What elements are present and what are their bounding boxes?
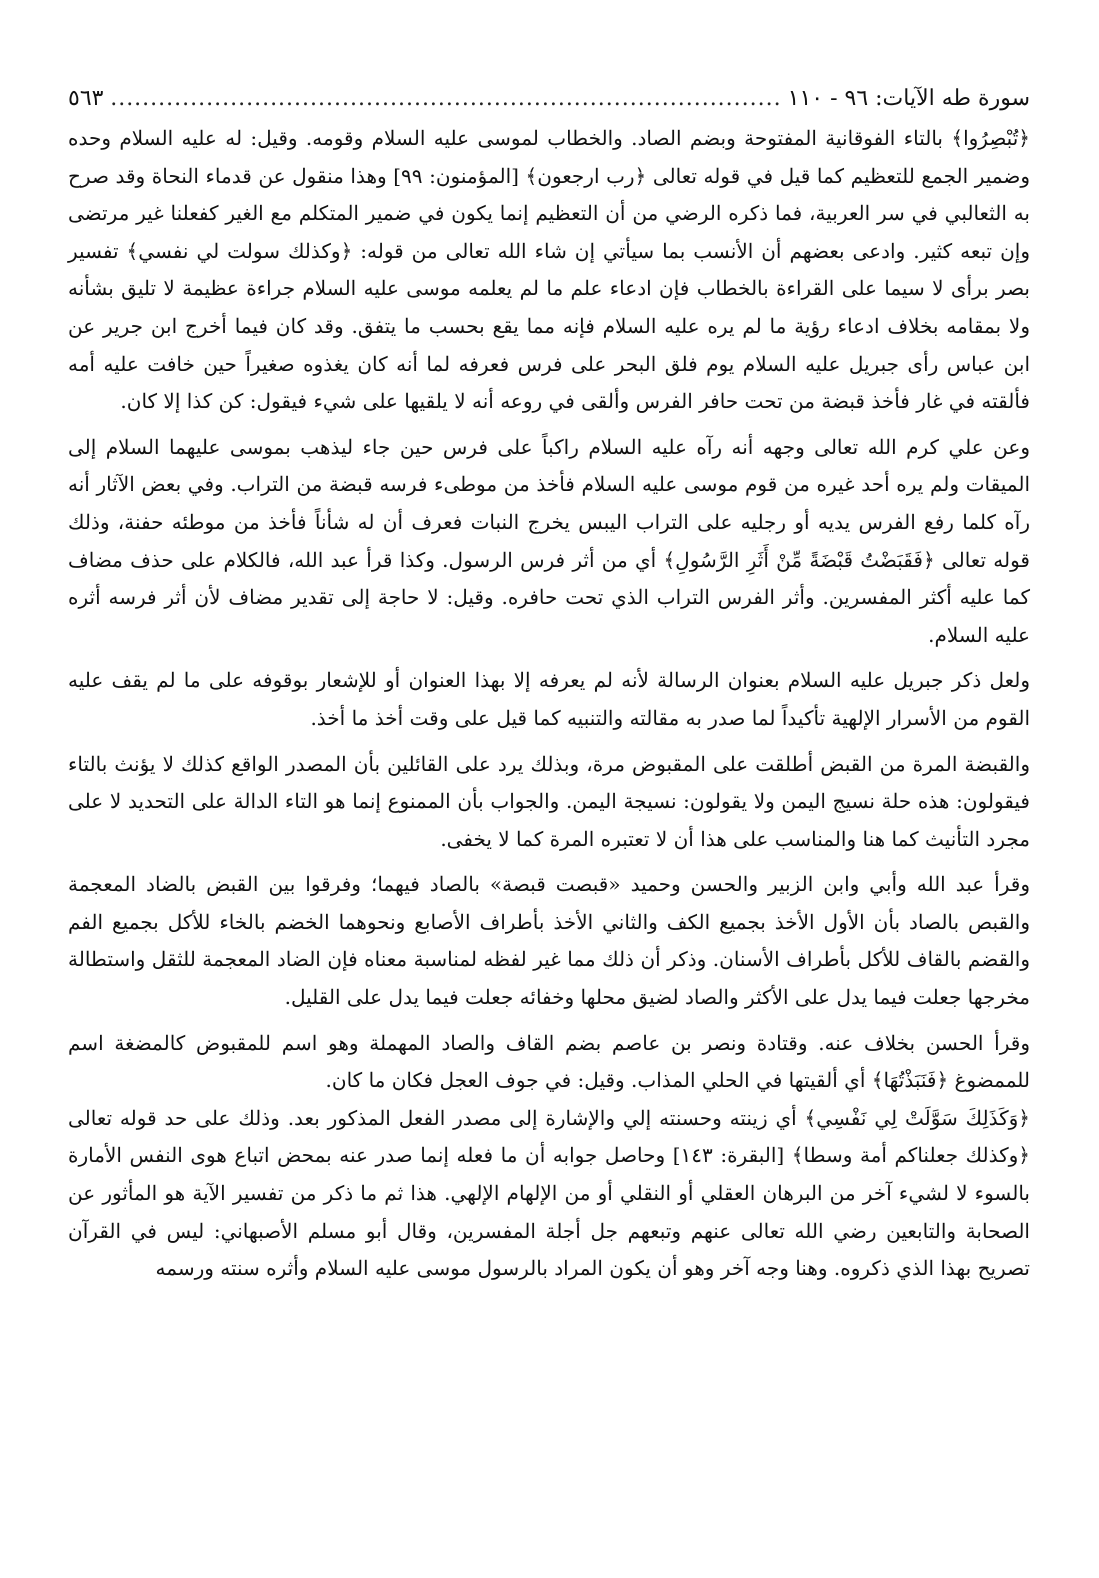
paragraph: وقرأ عبد الله وأبي وابن الزبير والحسن وحميد «قبصت قبصة» بالصاد فيهما؛ وفرقوا بين القبض بالضاد المعجمة والقبص بالصاد بأن الأول الأخذ بجميع الكف والثاني الأخذ بأطراف الأصابع ونحوهما الخضم بالخاء للأكل بجميع الفم والقضم بالقاف للأكل بأطراف الأسنان. وذكر أن ذلك مما غير لفظه لمناسبة معناه فإن الضاد المعجمة للثقل واستطالة مخرجها جعلت فيما يدل على الأكثر والصاد لضيق محلها وخفائه جعلت فيما يدل على القليل. xyxy=(68,872,1030,1010)
running-header xyxy=(68,84,1030,114)
surah-title: سورة طه الآيات: ٩٦ - ١١٠ xyxy=(787,86,1030,111)
page xyxy=(68,84,1030,1288)
paragraph: ﴿تُبْصِرُوا﴾ بالتاء الفوقانية المفتوحة وبضم الصاد. والخطاب لموسى عليه السلام وقومه. وقيل: له عليه السلام وحده وضمير الجمع للتعظيم كما قيل في قوله تعالى ﴿رب ارجعون﴾ [المؤمنون: ٩٩] وهذا منقول عن قدماء النحاة وقد صرح به الثعالبي في سر العربية، فما ذكره الرضي من أن التعظيم إنما يكون في ضمير المتكلم مع الغير كفعلنا غير مرتضى وإن تبعه كثير. وادعى بعضهم أن الأنسب بما سيأتي إن شاء الله تعالى من قوله: ﴿وكذلك سولت لي نفسي﴾ تفسير بصر برأى لا سيما على القراءة بالخطاب فإن ادعاء علم ما لم يعلمه موسى عليه السلام جراءة عظيمة لا تليق بشأنه ولا بمقامه بخلاف ادعاء رؤية ما لم يره عليه السلام فإنه مما يقع بحسب ما يتفق. وقد كان فيما أخرج ابن جرير عن ابن عباس رأى جبريل عليه السلام يوم فلق البحر على فرس فعرفه لما أنه كان يغذوه صغيراً حين خافت عليه أمه فألقته في غار فأخذ قبضة من تحت حافر الفرس وألقى في روعه أنه لا يلقيها على شيء فيقول: كن كذا إلا كان. xyxy=(68,126,1030,414)
paragraph: وقرأ الحسن بخلاف عنه. وقتادة ونصر بن عاصم بضم القاف والصاد المهملة وهو اسم للمقبوض كالمضغة اسم للممضوغ ﴿فَنَبَذْتُهَا﴾ أي ألقيتها في الحلي المذاب. وقيل: في جوف العجل فكان ما كان. xyxy=(68,1030,1030,1093)
paragraph: ولعل ذكر جبريل عليه السلام بعنوان الرسالة لأنه لم يعرفه إلا بهذا العنوان أو للإشعار بوقوفه على ما لم يقف عليه القوم من الأسرار الإلهية تأكيداً لما صدر به مقالته والتنبيه كما قيل على وقت أخذ ما أخذ. xyxy=(68,668,1030,730)
paragraph: وعن علي كرم الله تعالى وجهه أنه رآه عليه السلام راكباً على فرس حين جاء ليذهب بموسى عليهما السلام إلى الميقات ولم يره أحد غيره من قوم موسى عليه السلام فأخذ من موطىء فرسه قبضة من التراب. وفي بعض الآثار أنه رآه كلما رفع الفرس يديه أو رجليه على التراب اليبس يخرج النبات فعرف أن له شأناً فأخذ من موطئه حفنة، وذلك قوله تعالى ﴿فَقَبَضْتُ قَبْضَةً مِّنْ أَثَرِ الرَّسُولِ﴾ أي من أثر فرس الرسول. وكذا قرأ عبد الله، فالكلام على حذف مضاف كما عليه أكثر المفسرين. وأثر الفرس التراب الذي تحت حافره. وقيل: لا حاجة إلى تقدير مضاف لأن أثر فرسه أثره عليه السلام. xyxy=(68,434,1030,647)
paragraph: ﴿وَكَذَلِكَ سَوَّلَتْ لِي نَفْسِي﴾ أي زينته وحسنته إلي والإشارة إلى مصدر الفعل المذكور بعد. وذلك على حد قوله تعالى ﴿وكذلك جعلناكم أمة وسطا﴾ [البقرة: ١٤٣] وحاصل جوابه أن ما فعله إنما صدر عنه بمحض اتباع هوى النفس الأمارة بالسوء لا لشيء آخر من البرهان العقلي أو النقلي أو من الإلهام الإلهي. هذا ثم ما ذكر من تفسير الآية هو المأثور عن الصحابة والتابعين رضي الله تعالى عنهم وتبعهم جل أجلة المفسرين، وقال أبو مسلم الأصبهاني: ليس في القرآن تصريح بهذا الذي ذكروه. وهنا وجه آخر وهو أن يكون المراد بالرسول موسى عليه السلام وأثره سنته ورسمه xyxy=(68,1105,1030,1281)
leader-dots xyxy=(109,84,781,114)
page-number: ٥٦٣ xyxy=(68,86,104,111)
paragraph: والقبضة المرة من القبض أطلقت على المقبوض مرة، وبذلك يرد على القائلين بأن المصدر الواقع كذلك لا يؤنث بالتاء فيقولون: هذه حلة نسيج اليمن ولا يقولون: نسيجة اليمن. والجواب بأن الممنوع إنما هو التاء الدالة على التحديد لا على مجرد التأنيث كما هنا والمناسب على هذا أن لا تعتبره المرة كما لا يخفى. xyxy=(68,751,1030,851)
